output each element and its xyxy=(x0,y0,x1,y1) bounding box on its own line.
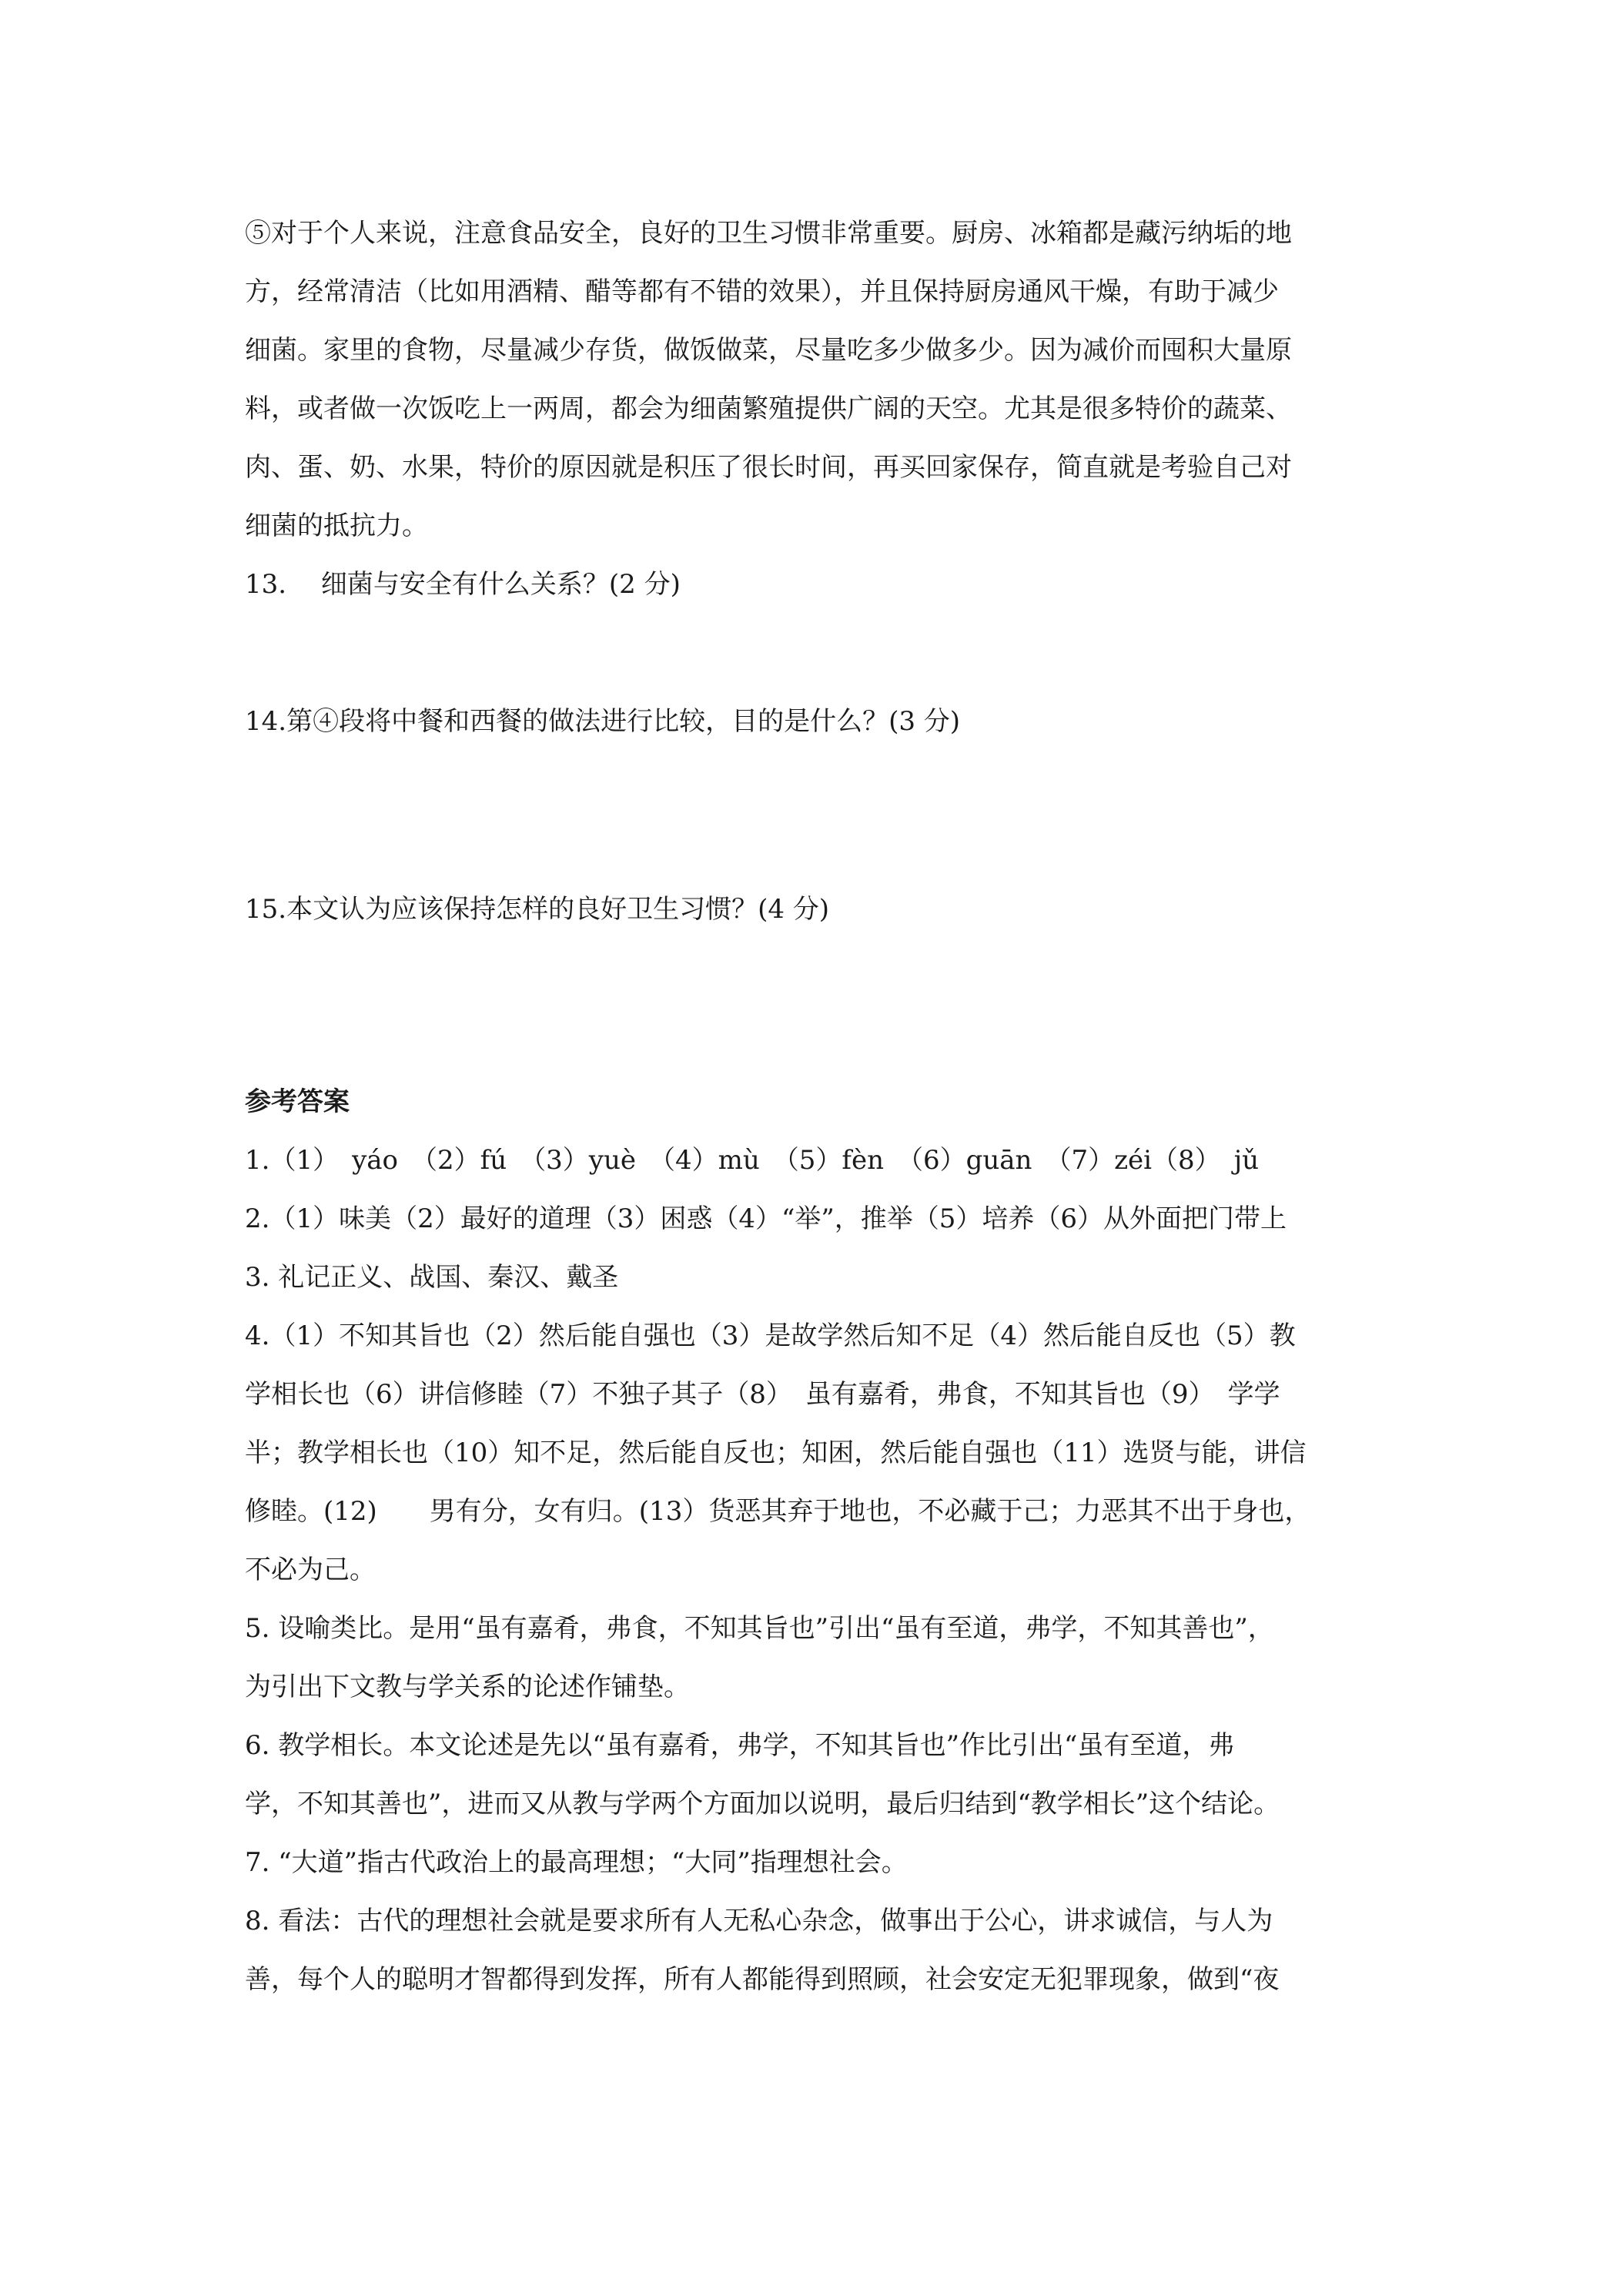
answer-space-15 xyxy=(245,939,1384,1073)
answers-title: 参考答案 xyxy=(245,1086,350,1117)
answer-7: 7. “大道”指古代政治上的最高理想；“大同”指理想社会。 xyxy=(245,1847,908,1878)
passage-line: 料，或者做一次饭吃上一两周，都会为细菌繁殖提供广阔的天空。尤其是很多特价的蔬菜、 xyxy=(245,393,1292,424)
answer-5-line: 为引出下文教与学关系的论述作铺垫。 xyxy=(245,1672,690,1702)
passage-line: 细菌的抵抗力。 xyxy=(245,510,428,541)
answer-4-line: 修睦。(12) 男有分，女有归。(13）货恶其弃于地也，不必藏于己；力恶其不出于身也， xyxy=(245,1496,1311,1527)
answer-8 xyxy=(245,1892,1384,2009)
answer-5 xyxy=(245,1599,1384,1716)
answer-2: 2.（1）味美（2）最好的道理（3）困惑（4）“举”，推举（5）培养（6）从外面把门带上 xyxy=(245,1203,1287,1234)
answer-3: 3. 礼记正义、战国、秦汉、戴圣 xyxy=(245,1262,619,1293)
answer-6-line: 学，不知其善也”，进而又从教与学两个方面加以说明，最后归结到“教学相长”这个结论。 xyxy=(245,1789,1280,1819)
answer-4-line: 半；教学相长也（10）知不足，然后能自反也；知困，然后能自强也（11）选贤与能，讲信 xyxy=(245,1438,1307,1468)
answer-8-line: 8. 看法：古代的理想社会就是要求所有人无私心杂念，做事出于公心，讲求诚信，与人为 xyxy=(245,1906,1273,1936)
answer-8-line: 善，每个人的聪明才智都得到发挥，所有人都能得到照顾，社会安定无犯罪现象，做到“夜 xyxy=(245,1964,1280,1995)
answer-4 xyxy=(245,1307,1384,1599)
question-14: 14.第④段将中餐和西餐的做法进行比较，目的是什么？(3 分) xyxy=(245,706,961,737)
answer-6-line: 6. 教学相长。本文论述是先以“虽有嘉肴，弗学，不知其旨也”作比引出“虽有至道，弗 xyxy=(245,1730,1235,1761)
answer-4-line: 学相长也（6）讲信修睦（7）不独子其子（8） 虽有嘉肴，弗食，不知其旨也（9） 学学 xyxy=(245,1379,1280,1410)
answer-4-line: 4.（1）不知其旨也（2）然后能自强也（3）是故学然后知不足（4）然后能自反也（5）教 xyxy=(245,1320,1296,1351)
passage-paragraph-5 xyxy=(245,204,1384,555)
passage-line: 方，经常清洁（比如用酒精、醋等都有不错的效果），并且保持厨房通风干燥，有助于减少 xyxy=(245,276,1279,307)
answer-6 xyxy=(245,1716,1384,1833)
answer-5-line: 5. 设喻类比。是用“虽有嘉肴，弗食，不知其旨也”引出“虽有至道，弗学，不知其善也”， xyxy=(245,1613,1274,1644)
question-13: 13. 细菌与安全有什么关系？(2 分) xyxy=(245,569,681,600)
answer-1: 1.（1） yáo （2）fú （3）yuè （4）mù （5）fèn （6）guān （7）zéi（8） jǔ xyxy=(245,1145,1260,1176)
document-page xyxy=(245,204,1384,2009)
passage-line: ⑤对于个人来说，注意食品安全，良好的卫生习惯非常重要。厨房、冰箱都是藏污纳垢的地 xyxy=(245,218,1292,249)
passage-line: 肉、蛋、奶、水果，特价的原因就是积压了很长时间，再买回家保存，简直就是考验自己对 xyxy=(245,452,1292,483)
passage-line: 细菌。家里的食物，尽量减少存货，做饭做菜，尽量吃多少做多少。因为减价而囤积大量原 xyxy=(245,335,1292,366)
answer-space-13 xyxy=(245,614,1384,692)
answer-4-line: 不必为己。 xyxy=(245,1555,376,1585)
answer-space-14 xyxy=(245,751,1384,880)
question-15: 15.本文认为应该保持怎样的良好卫生习惯？(4 分) xyxy=(245,894,830,925)
